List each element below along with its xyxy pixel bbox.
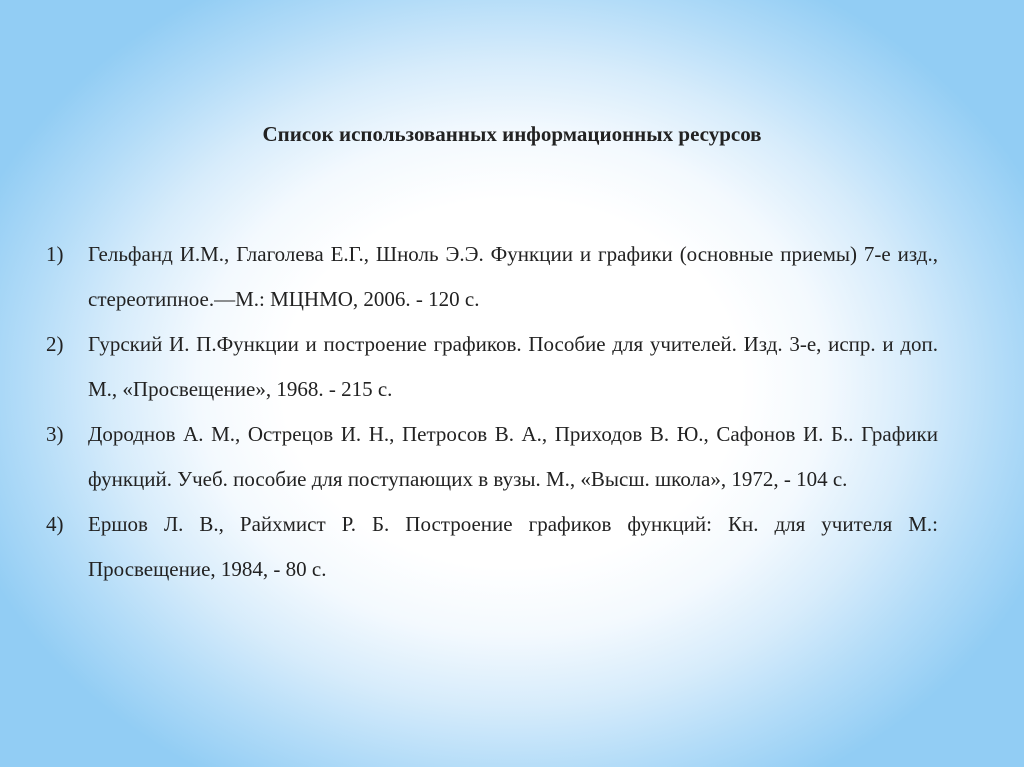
- reference-number: 3): [46, 422, 64, 446]
- slide-title: Список использованных информационных ресурсов: [262, 122, 762, 146]
- reference-list: [46, 232, 938, 592]
- reference-item: [46, 412, 938, 502]
- reference-number: 1): [46, 242, 64, 266]
- reference-item: [46, 322, 938, 412]
- reference-number: 2): [46, 332, 64, 356]
- reference-text: Гельфанд И.М., Глаголева Е.Г., Шноль Э.Э. Функции и графики (основные приемы) 7-е изд., стереотипное.—М.: МЦНМО, 2006. - 120 с.: [88, 242, 938, 311]
- reference-number: 4): [46, 512, 64, 536]
- reference-text: Дороднов А. М., Острецов И. Н., Петросов В. А., Приходов В. Ю., Сафонов И. Б.. Графики функций. Учеб. пособие для поступающих в вузы. М., «Высш. школа», 1972, - 104 с.: [88, 422, 938, 491]
- reference-item: [46, 502, 938, 592]
- reference-text: Гурский И. П.Функции и построение графиков. Пособие для учителей. Изд. 3-е, испр. и доп. М., «Просвещение», 1968. - 215 с.: [88, 332, 938, 401]
- reference-item: [46, 232, 938, 322]
- reference-text: Ершов Л. В., Райхмист Р. Б. Построение графиков функций: Кн. для учителя М.: Просвещение, 1984, - 80 с.: [88, 512, 938, 581]
